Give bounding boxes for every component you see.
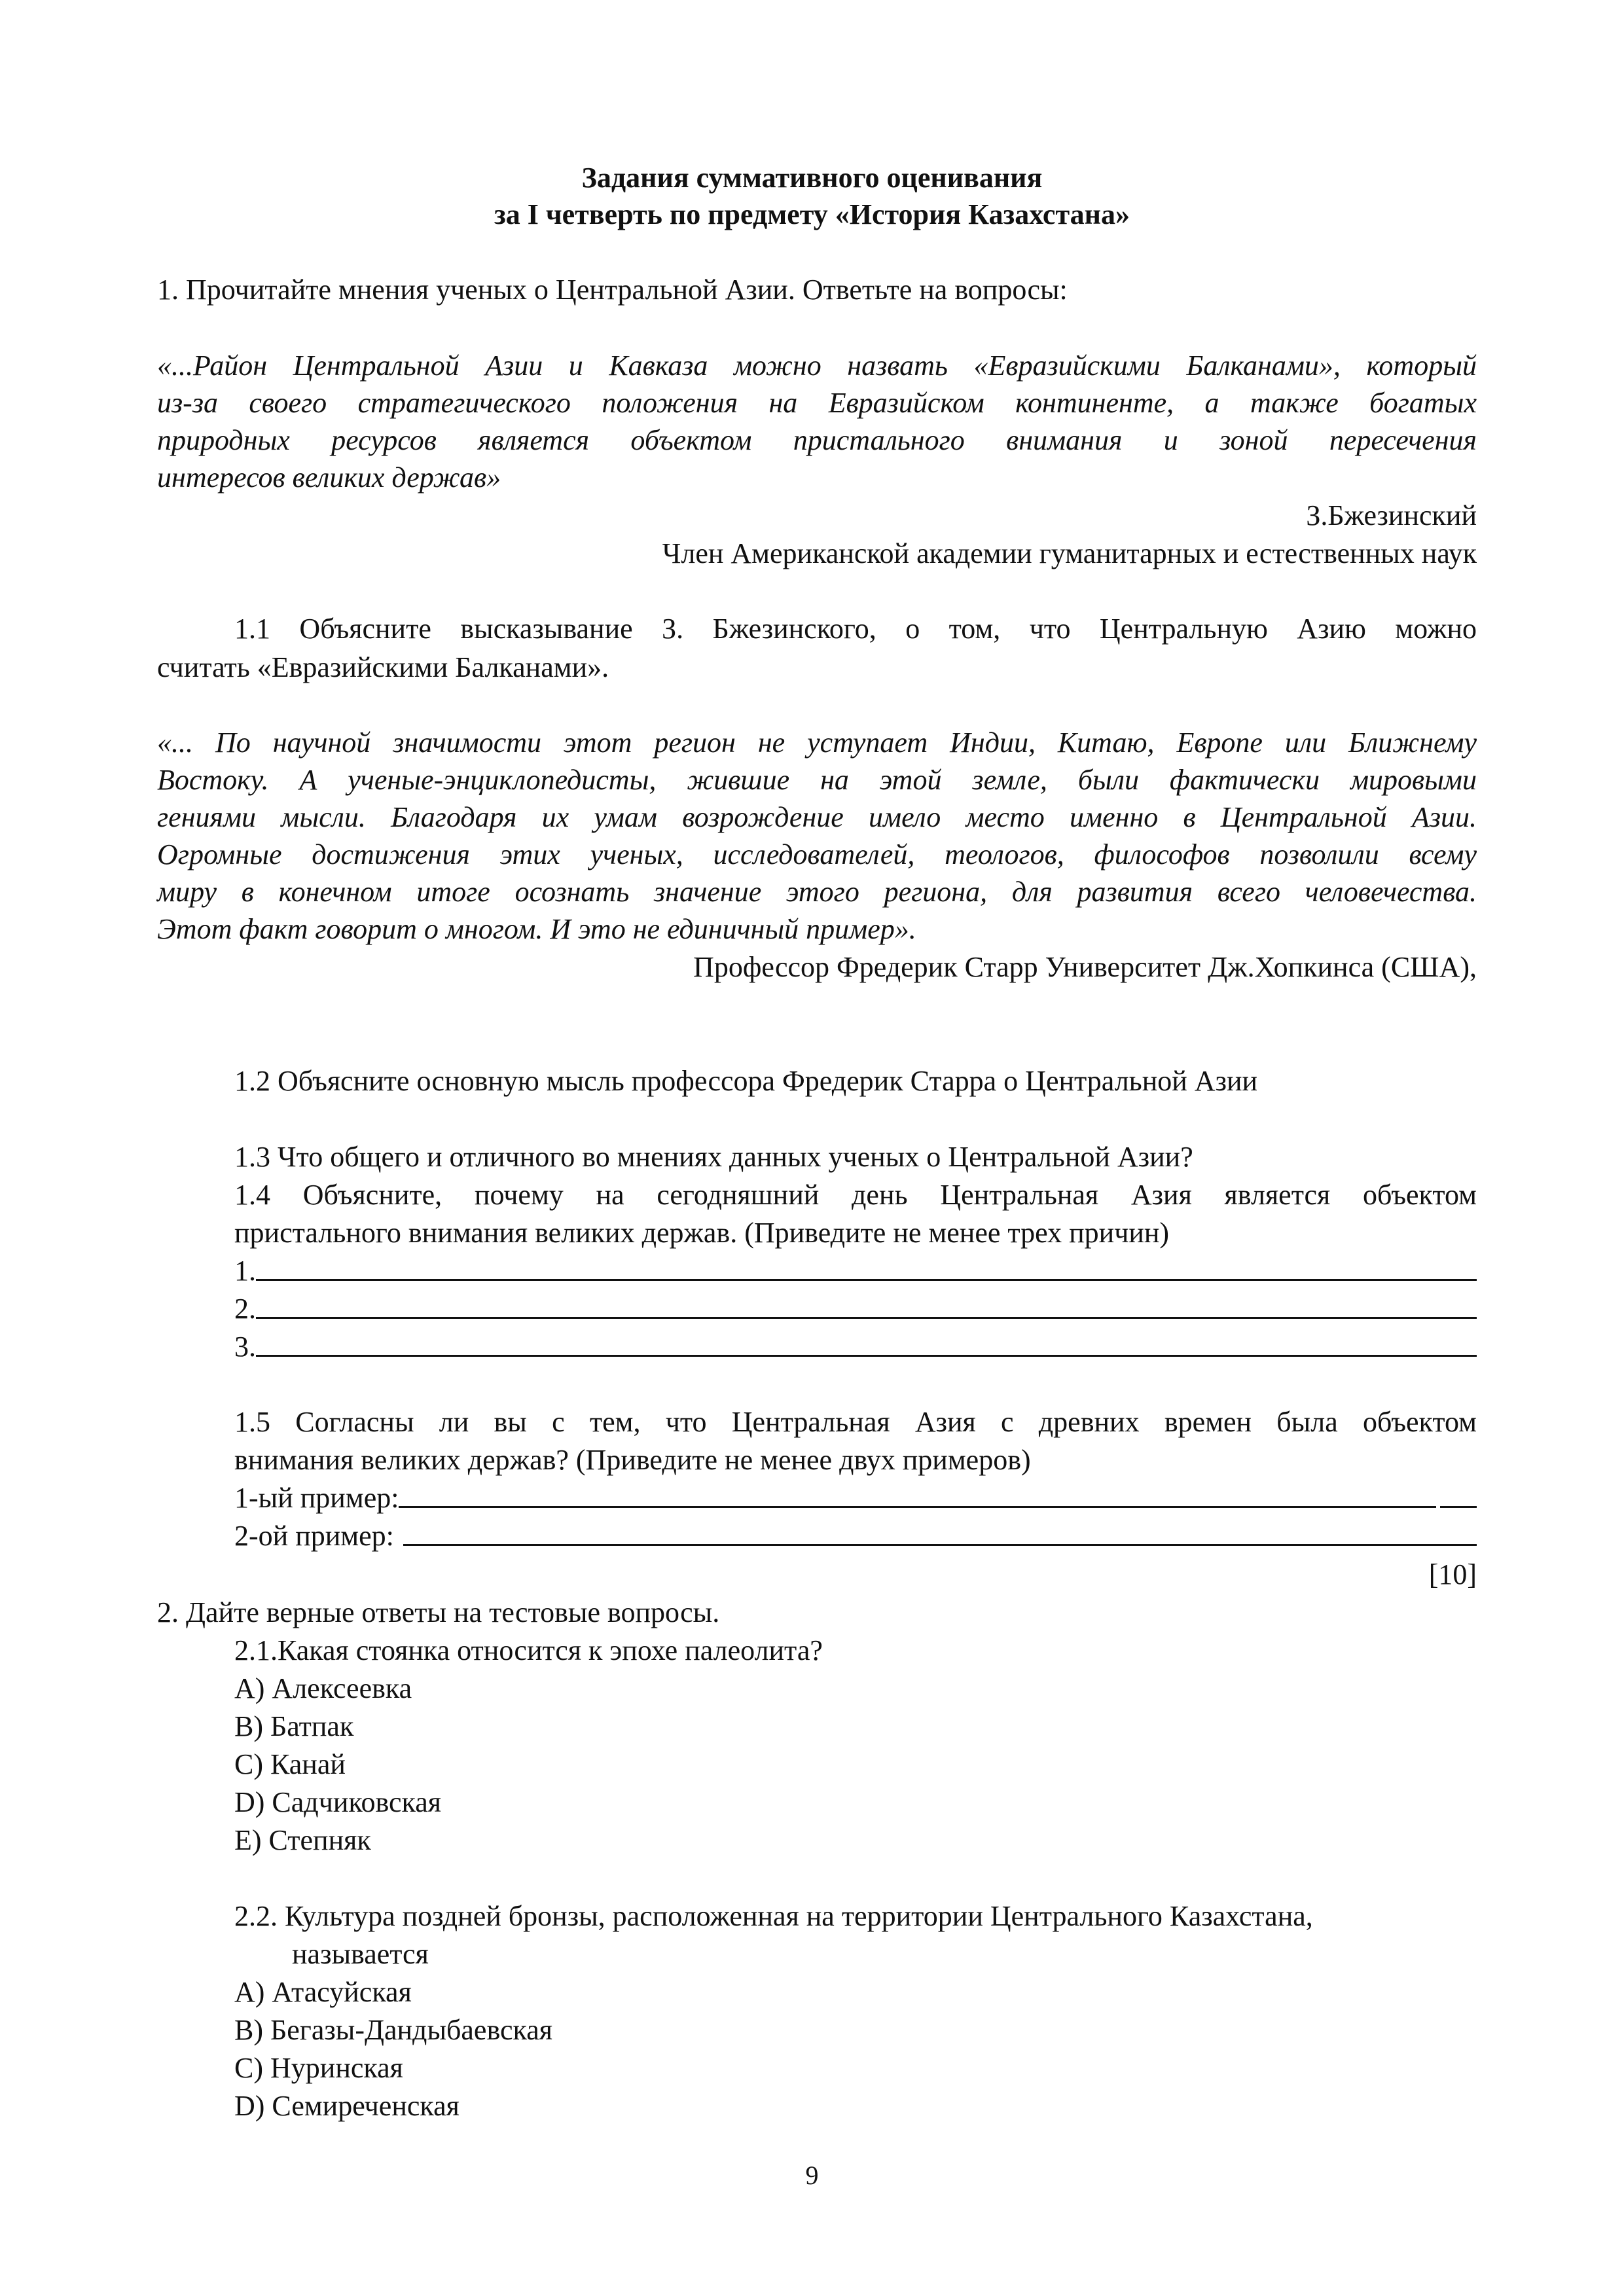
question-1-5-line: 1.5 Согласны ли вы с тем, что Центральная Азия с древних времен была объектом [234, 1406, 1477, 1438]
quote1-affiliation: Член Американской академии гуманитарных и естественных наук [662, 537, 1477, 569]
answer-label: 2. [234, 1293, 256, 1325]
question-2-2-line: называется [292, 1938, 429, 1970]
example-blank[interactable] [399, 1505, 1436, 1508]
quote1-line: природных ресурсов является объектом пристального внимания и зоной пересечения [157, 424, 1477, 456]
quote1-author: З.Бжезинский [1306, 499, 1477, 531]
quote2-line: Востоку. А ученые-энциклопедисты, жившие на этой земле, были фактически мировыми [157, 764, 1477, 796]
option-2-1-c: C) Канай [234, 1748, 346, 1780]
title-line-2: за I четверть по предмету «История Казахстана» [494, 198, 1130, 230]
answer-label: 1. [234, 1255, 256, 1287]
answer-blank[interactable] [256, 1316, 1477, 1319]
score-badge: [10] [1428, 1558, 1477, 1590]
option-2-2-b: B) Бегазы-Дандыбаевская [234, 2014, 552, 2046]
example-line-2[interactable] [234, 1518, 1477, 1554]
option-2-1-e: E) Степняк [234, 1824, 371, 1856]
question-1-1-line: считать «Евразийскими Балканами». [157, 651, 609, 683]
answer-blank[interactable] [256, 1278, 1477, 1281]
example-line-1[interactable] [234, 1480, 1477, 1516]
option-2-2-c: C) Нуринская [234, 2052, 403, 2084]
example-label: 1-ый пример: [234, 1482, 399, 1514]
option-2-1-d: D) Садчиковская [234, 1786, 442, 1818]
quote1-line: «...Район Центральной Азии и Кавказа можно назвать «Евразийскими Балканами», который [157, 350, 1477, 382]
quote2-line: Огромные достижения этих ученых, исследователей, теологов, философов позволили всему [157, 838, 1477, 870]
option-2-1-a: A) Алексеевка [234, 1672, 412, 1704]
option-2-2-d: D) Семиреченская [234, 2090, 460, 2122]
answer-line-1[interactable] [234, 1253, 1477, 1289]
answer-blank[interactable] [256, 1354, 1477, 1357]
title-line-1: Задания суммативного оценивания [581, 162, 1043, 194]
answer-line-2[interactable] [234, 1291, 1477, 1327]
quote1-line: из-за своего стратегического положения на Евразийском континенте, а также богатых [157, 387, 1477, 419]
answer-label: 3. [234, 1331, 256, 1363]
question-2-1: 2.1.Какая стоянка относится к эпохе палеолита? [234, 1634, 823, 1666]
task1-prompt: 1. Прочитайте мнения ученых о Центральной Азии. Ответьте на вопросы: [157, 274, 1068, 306]
question-1-5-line: внимания великих держав? (Приведите не менее двух примеров) [234, 1444, 1031, 1476]
page-number: 9 [805, 2161, 819, 2190]
quote2-author: Профессор Фредерик Старр Университет Дж.Хопкинса (США), [693, 951, 1477, 983]
option-2-1-b: B) Батпак [234, 1710, 354, 1742]
quote2-line: Этот факт говорит о многом. И это не единичный пример». [157, 913, 916, 945]
example-blank-tail [1440, 1505, 1477, 1508]
question-1-3: 1.3 Что общего и отличного во мнениях данных ученых о Центральной Азии? [234, 1141, 1193, 1173]
example-label: 2-ой пример: [234, 1520, 394, 1552]
question-1-2: 1.2 Объясните основную мысль профессора Фредерик Старра о Центральной Азии [234, 1065, 1258, 1097]
question-1-4-line: пристального внимания великих держав. (Приведите не менее трех причин) [234, 1217, 1170, 1249]
question-1-4-line: 1.4 Объясните, почему на сегодняшний день Центральная Азия является объектом [234, 1179, 1477, 1211]
option-2-2-a: A) Атасуйская [234, 1976, 412, 2008]
example-blank[interactable] [403, 1543, 1477, 1546]
question-2-2-line: 2.2. Культура поздней бронзы, расположенная на территории Центрального Казахстана, [234, 1900, 1313, 1932]
task2-prompt: 2. Дайте верные ответы на тестовые вопросы. [157, 1596, 720, 1628]
quote2-line: гениями мысли. Благодаря их умам возрождение имело место именно в Центральной Азии. [157, 801, 1477, 833]
quote2-line: миру в конечном итоге осознать значение этого региона, для развития всего человечества. [157, 876, 1477, 908]
question-1-1-line: 1.1 Объясните высказывание З. Бжезинского, о том, что Центральную Азию можно [234, 613, 1477, 645]
quote2-line: «... По научной значимости этот регион не уступает Индии, Китаю, Европе или Ближнему [157, 726, 1477, 759]
answer-line-3[interactable] [234, 1329, 1477, 1365]
quote1-line: интересов великих держав» [157, 461, 501, 493]
